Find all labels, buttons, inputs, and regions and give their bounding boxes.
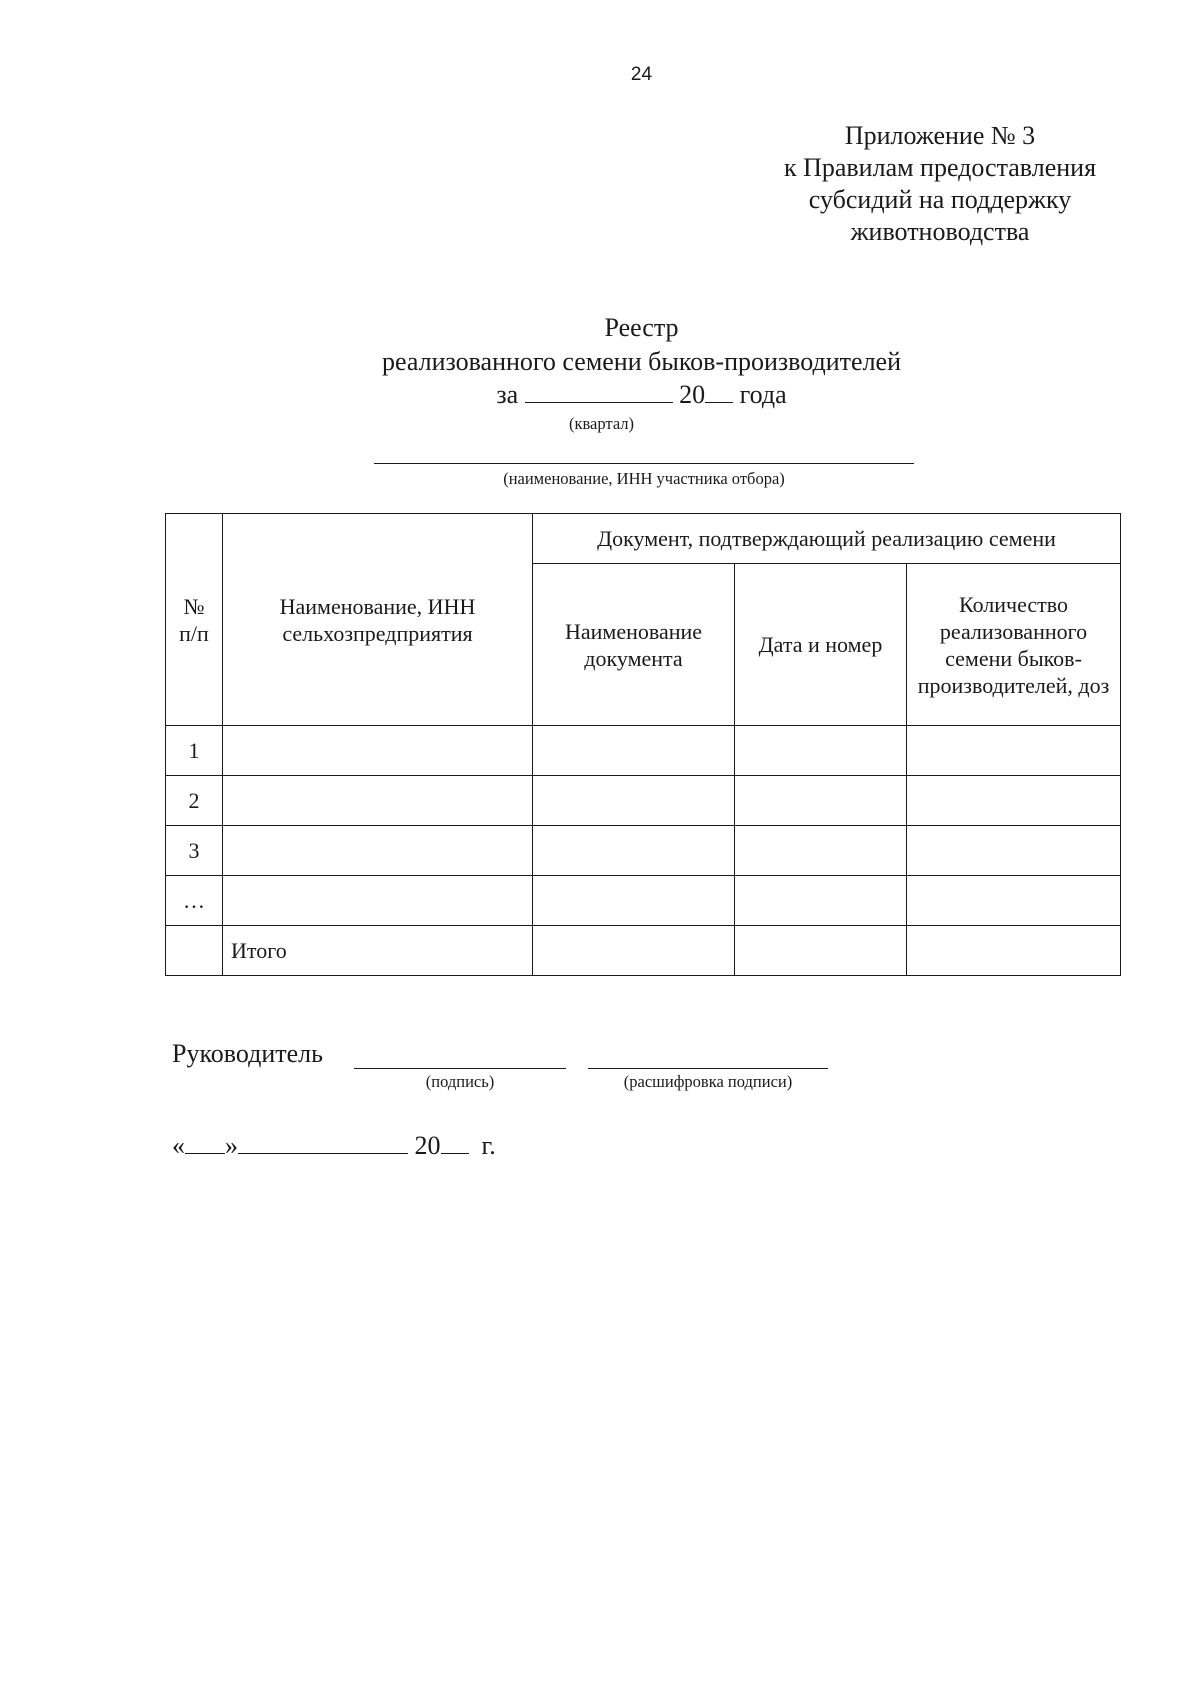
year-blank[interactable] [705,378,733,403]
cell-date-number[interactable] [735,876,907,926]
month-blank[interactable] [238,1129,408,1154]
date-close-quote: » [225,1131,238,1160]
date-open-quote: « [172,1131,185,1160]
page-number: 24 [630,64,653,85]
table-row [166,826,1121,876]
table-row [166,876,1121,926]
date-year-blank[interactable] [441,1129,469,1154]
cell-enterprise[interactable] [223,876,533,926]
decoding-caption: (расшифровка подписи) [623,1072,793,1091]
cell-quantity[interactable] [907,726,1121,776]
cell-enterprise[interactable] [223,726,533,776]
row-num: 2 [166,776,223,826]
total-date-number[interactable] [735,926,907,976]
cell-quantity[interactable] [907,826,1121,876]
total-quantity[interactable] [907,926,1121,976]
header-enterprise: Наименование, ИНН сельхозпредприятия [223,514,533,726]
head-label: Руководитель [172,1039,323,1068]
cell-doc-name[interactable] [533,826,735,876]
appendix-header [740,120,1140,248]
total-doc-name[interactable] [533,926,735,976]
cell-doc-name[interactable] [533,876,735,926]
appendix-line: животноводства [850,217,1030,246]
total-label: Итого [223,926,533,976]
period-line [0,378,1200,410]
table-row [166,726,1121,776]
document-title: Реестр [604,313,679,342]
org-name-line[interactable] [374,463,914,464]
row-num: 1 [166,726,223,776]
day-blank[interactable] [185,1129,225,1154]
cell-quantity[interactable] [907,876,1121,926]
cell-date-number[interactable] [735,726,907,776]
row-num: 3 [166,826,223,876]
appendix-line: к Правилам предоставления [783,153,1097,182]
total-num [166,926,223,976]
signature-caption: (подпись) [425,1072,495,1091]
signature-decoding-line[interactable] [588,1068,828,1069]
date-suffix: г. [481,1131,496,1160]
header-date-number: Дата и номер [735,564,907,726]
cell-quantity[interactable] [907,776,1121,826]
header-doc-name: Наименование документа [533,564,735,726]
quarter-caption: (квартал) [568,414,635,433]
date-line [172,1129,496,1161]
cell-doc-name[interactable] [533,776,735,826]
date-year-prefix: 20 [414,1131,441,1160]
total-row [166,926,1121,976]
header-num: № п/п [166,514,223,726]
header-quantity: Количество реализованного семени быков-производителей, доз [907,564,1121,726]
quarter-blank[interactable] [525,378,673,403]
cell-enterprise[interactable] [223,776,533,826]
period-year-suffix: года [739,380,787,409]
cell-doc-name[interactable] [533,726,735,776]
cell-date-number[interactable] [735,776,907,826]
period-year-prefix: 20 [679,380,706,409]
cell-date-number[interactable] [735,826,907,876]
org-caption: (наименование, ИНН участника отбора) [503,469,785,488]
period-za: за [496,380,519,409]
signature-line[interactable] [354,1068,566,1069]
appendix-line: Приложение № 3 [844,121,1036,150]
appendix-line: субсидий на поддержку [808,185,1072,214]
cell-enterprise[interactable] [223,826,533,876]
header-doc-group: Документ, подтверждающий реализацию семени [533,514,1121,564]
document-subtitle: реализованного семени быков-производителей [381,347,902,376]
registry-table [165,513,1121,976]
table-row [166,776,1121,826]
row-num: … [166,876,223,926]
